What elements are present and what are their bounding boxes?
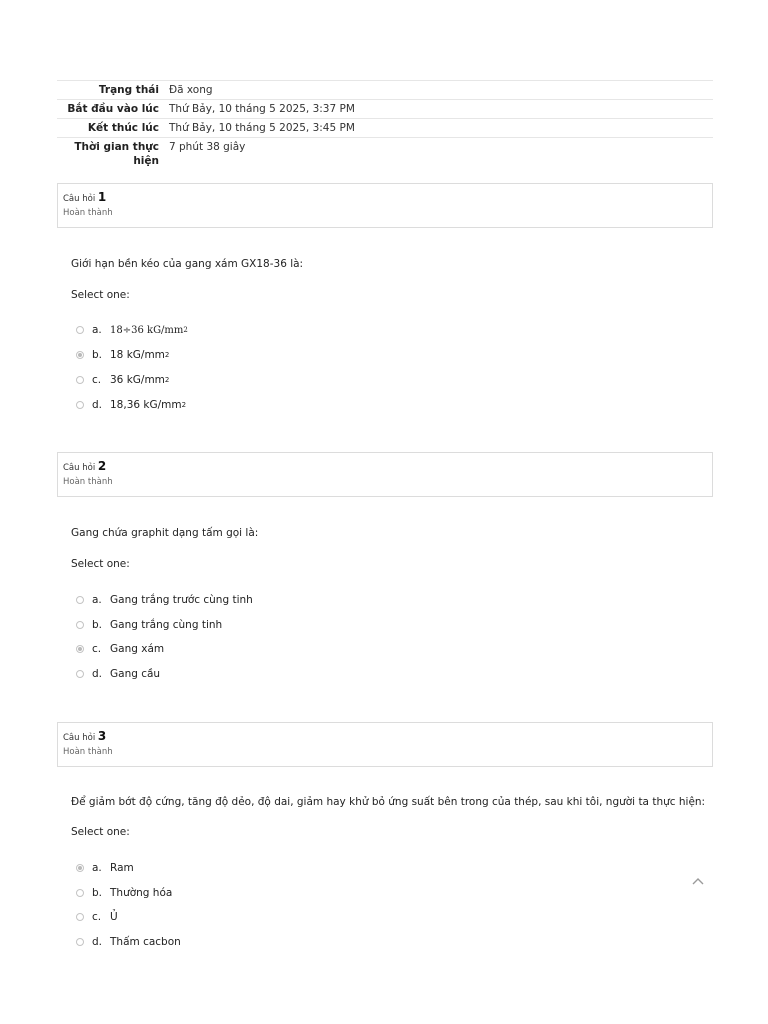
summary-time-value: 7 phút 38 giây: [165, 138, 713, 171]
option-label: Gang trắng trước cùng tinh: [110, 594, 253, 606]
question-3-option-d[interactable]: [76, 934, 181, 950]
option-label: Thấm cacbon: [110, 936, 181, 948]
radio-button[interactable]: [76, 326, 84, 334]
radio-button[interactable]: [76, 889, 84, 897]
option-label: 18,36 kG/mm: [110, 399, 182, 411]
question-1-option-c[interactable]: c. 36 kG/mm 2: [76, 372, 169, 388]
summary-started-label: Bắt đầu vào lúc: [57, 100, 165, 119]
question-2-text: Gang chứa graphit dạng tấm gọi là:: [71, 527, 259, 539]
question-number: Câu hỏi 2: [63, 459, 107, 473]
summary-started-value: Thứ Bảy, 10 tháng 5 2025, 3:37 PM: [165, 100, 713, 119]
attempt-summary-table: [57, 80, 713, 170]
question-3-option-b[interactable]: [76, 885, 172, 901]
question-2-info: [57, 452, 713, 497]
option-label: 18 kG/mm: [110, 349, 165, 361]
option-label: Ủ: [110, 911, 118, 923]
question-1-info: [57, 183, 713, 228]
question-2-option-d[interactable]: [76, 666, 160, 682]
summary-state-value: Đã xong: [165, 81, 713, 100]
radio-button[interactable]: [76, 376, 84, 384]
question-2-option-a[interactable]: [76, 592, 253, 608]
radio-button[interactable]: [76, 645, 84, 653]
question-2-option-b[interactable]: [76, 617, 222, 633]
radio-button[interactable]: [76, 670, 84, 678]
option-label: Gang trắng cùng tinh: [110, 619, 223, 631]
radio-button[interactable]: [76, 351, 84, 359]
scroll-to-top-button[interactable]: [688, 872, 708, 890]
summary-state-label: Trạng thái: [57, 81, 165, 100]
option-letter: c.: [92, 374, 102, 386]
summary-row-completed: [57, 119, 713, 138]
question-1-option-a[interactable]: a. 18÷36 kG/mm 2: [76, 322, 188, 338]
question-1-option-b[interactable]: b. 18 kG/mm 2: [76, 347, 169, 363]
summary-row-time: [57, 138, 713, 171]
option-letter: d.: [92, 936, 103, 948]
radio-button[interactable]: [76, 596, 84, 604]
option-letter: d.: [92, 668, 103, 680]
option-letter: a.: [92, 324, 102, 336]
option-label: Ram: [110, 862, 134, 874]
question-number: Câu hỏi 1: [63, 190, 107, 204]
question-state: Hoàn thành: [63, 747, 113, 757]
question-2-prompt: Select one:: [71, 558, 130, 570]
question-3-text: Để giảm bớt độ cứng, tăng độ dẻo, độ dai, giảm hay khử bỏ ứng suất bên trong của thép, sau khi tôi, người ta thực hiện:: [71, 796, 706, 808]
option-label: Thường hóa: [110, 887, 173, 899]
question-state: Hoàn thành: [63, 477, 113, 487]
question-3-info: [57, 722, 713, 767]
radio-button[interactable]: [76, 864, 84, 872]
question-state: Hoàn thành: [63, 208, 113, 218]
option-letter: a.: [92, 862, 102, 874]
question-1-prompt: Select one:: [71, 289, 130, 301]
option-letter: b.: [92, 619, 103, 631]
question-number: Câu hỏi 3: [63, 729, 107, 743]
summary-time-label: Thời gian thực hiện: [57, 138, 165, 171]
radio-button[interactable]: [76, 938, 84, 946]
chevron-up-icon: [692, 877, 704, 885]
question-1-text: Giới hạn bền kéo của gang xám GX18-36 là:: [71, 258, 304, 270]
option-label: Gang xám: [110, 643, 165, 655]
option-label: Gang cầu: [110, 668, 161, 680]
question-3-option-c[interactable]: [76, 909, 118, 925]
summary-completed-value: Thứ Bảy, 10 tháng 5 2025, 3:45 PM: [165, 119, 713, 138]
option-label: 18÷36 kG/mm: [110, 324, 184, 336]
question-3-option-a[interactable]: [76, 860, 134, 876]
question-1-option-d[interactable]: d. 18,36 kG/mm 2: [76, 397, 186, 413]
option-letter: c.: [92, 643, 102, 655]
question-3-prompt: Select one:: [71, 826, 130, 838]
option-letter: b.: [92, 349, 103, 361]
radio-button[interactable]: [76, 913, 84, 921]
radio-button[interactable]: [76, 621, 84, 629]
question-2-option-c[interactable]: [76, 641, 164, 657]
summary-row-started: [57, 100, 713, 119]
option-letter: c.: [92, 911, 102, 923]
option-letter: a.: [92, 594, 102, 606]
summary-row-state: [57, 81, 713, 100]
option-label: 36 kG/mm: [110, 374, 165, 386]
radio-button[interactable]: [76, 401, 84, 409]
option-letter: b.: [92, 887, 103, 899]
option-letter: d.: [92, 399, 103, 411]
summary-completed-label: Kết thúc lúc: [57, 119, 165, 138]
